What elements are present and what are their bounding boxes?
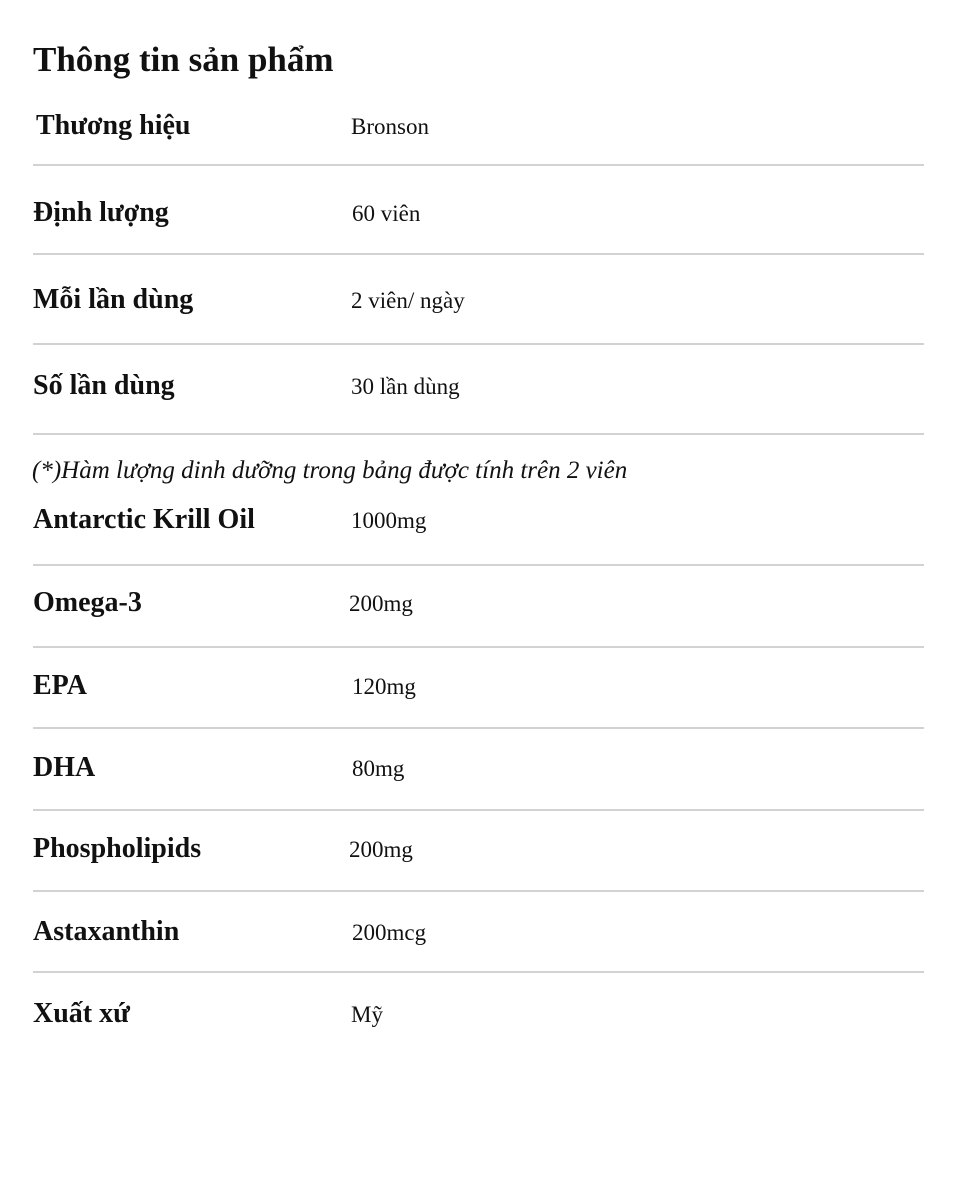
nutrition-row-phospholipids [33, 831, 923, 891]
nutrition-label: Xuất xứ [33, 998, 130, 1029]
nutrition-row-astaxanthin [33, 914, 923, 974]
nutrition-value: Mỹ [351, 1002, 383, 1027]
nutrition-value: 200mg [349, 837, 413, 862]
row-divider [33, 253, 924, 255]
nutrition-label: Omega-3 [33, 587, 142, 618]
row-divider [33, 809, 924, 811]
section-title: Thông tin sản phẩm [33, 40, 334, 79]
info-value: 2 viên/ ngày [351, 288, 465, 313]
nutrition-row-origin [33, 996, 923, 1056]
row-divider [33, 890, 924, 892]
info-label: Số lần dùng [33, 370, 175, 401]
nutrition-label: Astaxanthin [33, 916, 180, 947]
nutrition-label: EPA [33, 670, 87, 701]
nutrition-row-krill-oil [33, 502, 923, 562]
info-value: 60 viên [352, 201, 421, 226]
row-divider [33, 164, 924, 166]
info-value: Bronson [351, 114, 429, 139]
row-divider [33, 433, 924, 435]
info-row-brand [33, 108, 923, 168]
nutrition-row-omega-3 [33, 585, 923, 645]
info-row-quantity [33, 195, 923, 255]
nutrition-value: 200mcg [352, 920, 427, 945]
nutrition-row-dha [33, 750, 923, 810]
row-divider [33, 727, 924, 729]
info-value: 30 lần dùng [351, 374, 460, 399]
row-divider [33, 971, 924, 973]
row-divider [33, 646, 924, 648]
info-label: Định lượng [33, 197, 169, 228]
info-row-dose [33, 282, 923, 342]
nutrition-value: 1000mg [351, 508, 427, 533]
info-row-servings [33, 368, 923, 428]
nutrition-value: 120mg [352, 674, 416, 699]
row-divider [33, 564, 924, 566]
info-label: Mỗi lần dùng [33, 284, 194, 315]
nutrition-label: Antarctic Krill Oil [33, 504, 255, 535]
nutrition-note: (*)Hàm lượng dinh dưỡng trong bảng được tính trên 2 viên [32, 457, 628, 484]
nutrition-row-epa [33, 668, 923, 728]
nutrition-label: DHA [33, 752, 96, 783]
info-label: Thương hiệu [36, 110, 191, 141]
nutrition-value: 200mg [349, 591, 413, 616]
row-divider [33, 343, 924, 345]
nutrition-label: Phospholipids [33, 833, 202, 864]
nutrition-value: 80mg [352, 756, 405, 781]
